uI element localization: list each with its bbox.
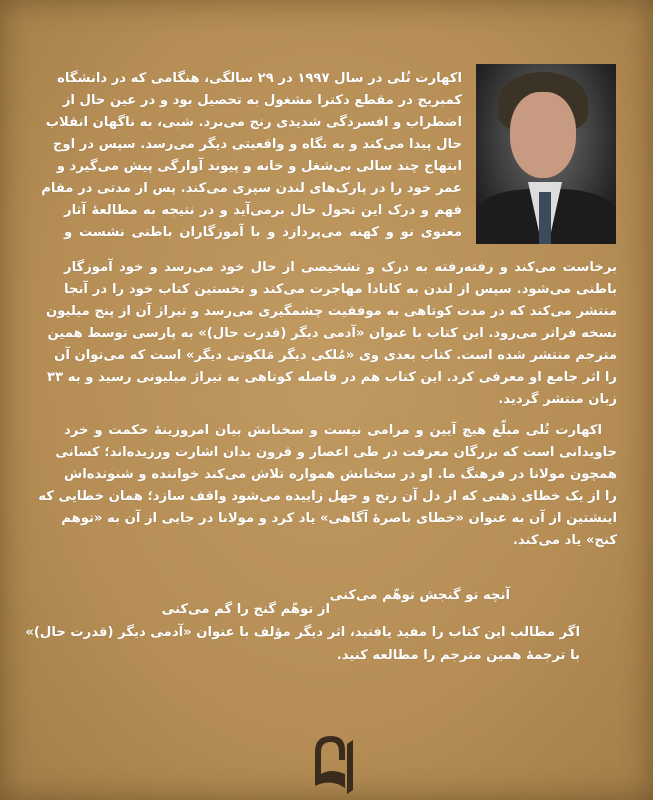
text-line: ابتهاج چند سالی بی‌شغل و خانه و پیوند آوارگی پیش می‌گیرد و [56, 159, 462, 174]
publisher-logo [311, 730, 355, 800]
text-line: اضطراب و افسردگی شدیدی رنج می‌برد. شبی، به ناگهان انقلاب [45, 115, 462, 130]
text-line: را از یک خطای ذهنی که از دل آن رنج و جهل زاییده می‌شود واقف سازد؛ همان خطایی که [38, 489, 617, 504]
text-line: نسخه فراتر می‌رود. این کتاب با عنوان «آدمی دیگر (قدرت حال)» به پارسی توسط همین [47, 326, 617, 341]
text-line: منتشر می‌کند که در مدت کوتاهی به موفقیت چشمگیری می‌رسد و تیراژ آن از پنج میلیون [45, 304, 617, 319]
text-line: اکهارت تُلی مبلّغ هیچ آیین و مرامی نیست و سخنانش بیان امروزینهٔ حکمت و خرد [64, 423, 602, 438]
text-line: عمر خود را در پارک‌های لندن سپری می‌کند. پس از مدتی در مقام [41, 181, 462, 196]
text-line: فهم و درک این تحول حال برمی‌آید و در نتیجه به مطالعهٔ آثار [64, 203, 462, 218]
text-line: با ترجمهٔ همین مترجم را مطالعه کنید. [336, 648, 580, 663]
text-line: همچون مولانا در فرهنگ ما. او در سخنانش همواره تلاش می‌کند خواننده و شنونده‌اش [64, 467, 617, 482]
text-line: معنوی نو و کهنه می‌پردازد و با آموزگاران باطنی نشست و [64, 225, 462, 240]
text-line: را اثر جامع او معرفی کرد. این کتاب هم در فاصله کوتاهی به تیراژ میلیونی رسید و به ۳۳ [47, 370, 617, 385]
text-line: مترجم منتشر شده است. کتاب بعدی وی «مُلکی دیگر مَلکوتی دیگر» است که می‌توان آن [54, 348, 617, 363]
author-photo [476, 64, 616, 244]
text-line: اگر مطالب این کتاب را مفید یافتید، اثر دیگر مؤلف با عنوان «آدمی دیگر (قدرت حال)» [25, 625, 580, 640]
text-line: اکهارت تُلی در سال ۱۹۹۷ در ۲۹ سالگی، هنگامی که در دانشگاه [57, 71, 462, 86]
poem-hemistich-1: آنچه تو گنجش توهّم می‌کنی [329, 588, 510, 603]
text-line: کمبریج در مقطع دکترا مشغول به تحصیل بود و در عین حال از [62, 93, 462, 108]
text-line: زبان منتشر گردید. [498, 392, 617, 407]
text-line: حال پیدا می‌کند و به نگاه و واقعیتی دیگر می‌رسد. سپس در اوج [52, 137, 462, 152]
text-line: جاویدانی است که بزرگان معرفت در طی اعصار و قرون بدان اشارت ورزیده‌اند؛ کسانی [55, 445, 617, 460]
text-line: اینشتین از آن به عنوان «خطای باصرهٔ آگاهی» یاد کرد و مولانا در جایی از آن به «توهم [61, 511, 617, 526]
text-line: کنج» یاد می‌کند. [512, 533, 617, 548]
text-line: برخاست می‌کند و رفته‌رفته به درک و تشخیصی از حال خود می‌رسد و خود آموزگار [64, 260, 617, 275]
poem-hemistich-2: از توهّم گنج را گم می‌کنی [161, 602, 330, 617]
text-line: باطنی می‌شود. سپس از لندن به کانادا مهاجرت می‌کند و نخستین کتاب خود را در آنجا [64, 282, 617, 297]
